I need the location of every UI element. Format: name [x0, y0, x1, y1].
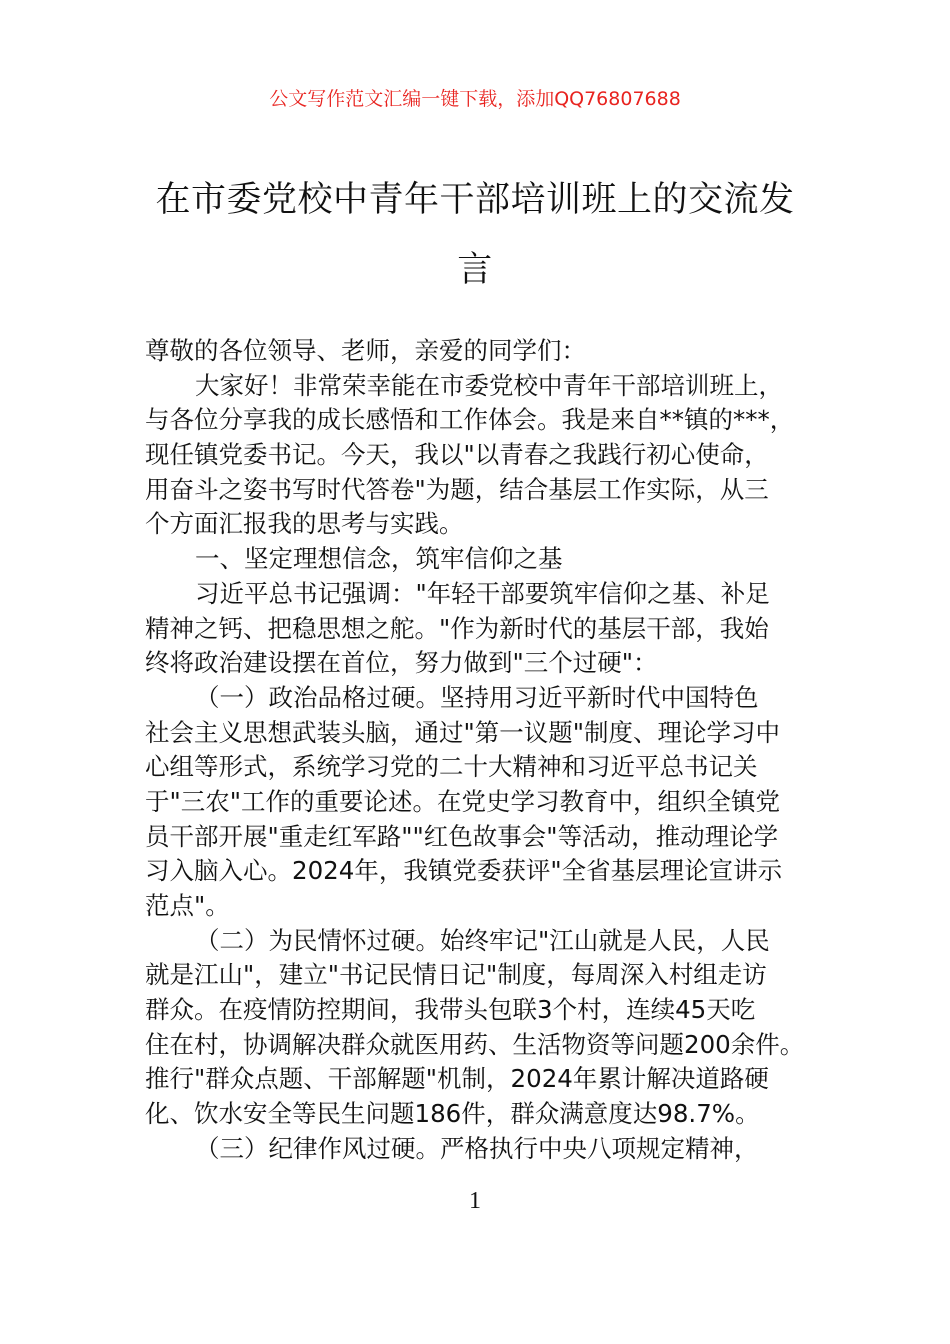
text-line: 与各位分享我的成长感悟和工作体会。我是来自**镇的***，: [145, 405, 795, 435]
document-title-line-2: 言: [457, 250, 493, 290]
paragraph-opening: [145, 369, 825, 542]
text-line: 习入脑入心。2024年，我镇党委获评"全省基层理论宣讲示: [145, 856, 783, 886]
text-line: 化、饮水安全等民生问题186件，群众满意度达98.7%。: [145, 1099, 760, 1129]
paragraph-section-1-intro: [145, 577, 825, 681]
text-line: 社会主义思想武装头脑，通过"第一议题"制度、理论学习中: [145, 717, 781, 747]
text-line: 员干部开展"重走红军路""红色故事会"等活动，推动理论学: [145, 821, 779, 851]
text-line: 大家好！非常荣幸能在市委党校中青年干部培训班上，: [195, 370, 783, 400]
paragraph-section-heading-1: [145, 542, 825, 577]
text-line: 于"三农"工作的重要论述。在党史学习教育中，组织全镇党: [145, 786, 781, 816]
text-line: 范点"。: [145, 891, 230, 920]
text-line: 尊敬的各位领导、老师，亲爱的同学们：: [145, 336, 586, 365]
text-line: （二）为民情怀过硬。始终牢记"江山就是人民，人民: [195, 925, 770, 955]
text-line: 习近平总书记强调："年轻干部要筑牢信仰之基、补足: [195, 578, 770, 608]
text-line: 心组等形式，系统学习党的二十大精神和习近平总书记关: [145, 752, 758, 782]
text-line: 终将政治建设摆在首位，努力做到"三个过硬"：: [145, 648, 658, 678]
download-banner-link[interactable]: 公文写作范文汇编一键下载，添加QQ76807688: [269, 88, 681, 110]
text-line: 精神之钙、把稳思想之舵。"作为新时代的基层干部，我始: [145, 613, 769, 643]
text-line: 一、坚定理想信念，筑牢信仰之基: [195, 544, 563, 574]
document-title-line-1: 在市委党校中青年干部培训班上的交流发: [155, 180, 795, 220]
text-line: 住在村，协调解决群众就医用药、生活物资等问题200余件。: [145, 1029, 805, 1059]
document-body: [145, 334, 825, 1167]
text-line: 个方面汇报我的思考与实践。: [145, 509, 464, 539]
text-line: 群众。在疫情防控期间，我带头包联3个村，连续45天吃: [145, 995, 756, 1025]
paragraph-point-2: [145, 924, 825, 1132]
text-line: 用奋斗之姿书写时代答卷"为题，结合基层工作实际，从三: [145, 474, 769, 504]
text-line: （一）政治品格过硬。坚持用习近平新时代中国特色: [195, 682, 759, 712]
text-line: 现任镇党委书记。今天，我以"以青春之我践行初心使命，: [145, 440, 769, 470]
paragraph-point-3: [145, 1132, 825, 1167]
page-number: 1: [469, 1188, 481, 1214]
text-line: 就是江山"，建立"书记民情日记"制度，每周深入村组走访: [145, 960, 767, 990]
text-line: （三）纪律作风过硬。严格执行中央八项规定精神，: [195, 1133, 759, 1163]
text-line: 推行"群众点题、干部解题"机制，2024年累计解决道路硬: [145, 1064, 769, 1094]
paragraph-salutation: [145, 334, 825, 369]
paragraph-point-1: [145, 681, 825, 924]
